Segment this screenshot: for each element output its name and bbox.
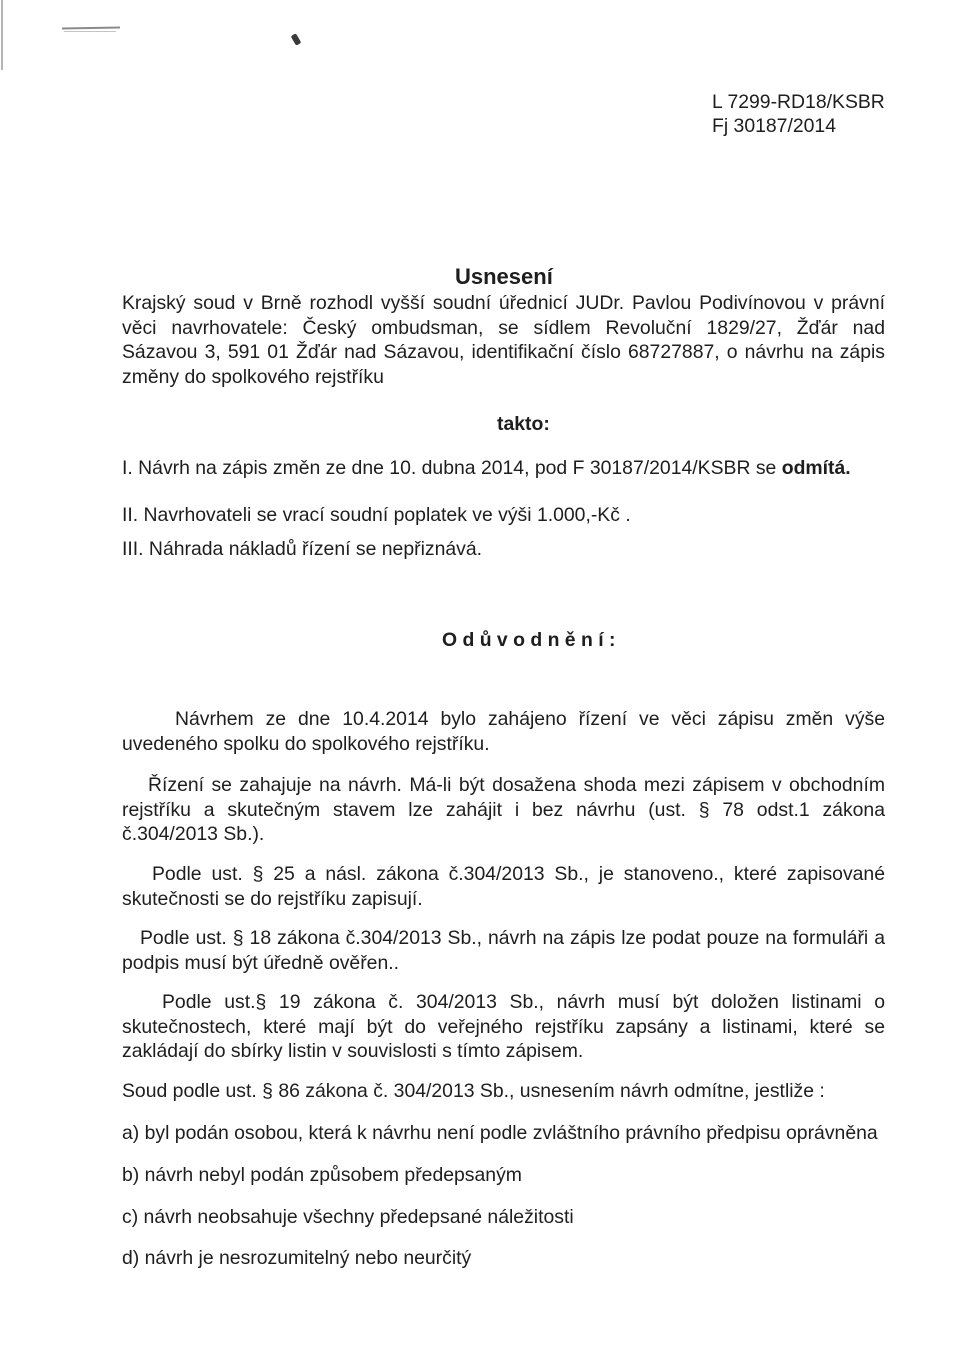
reasoning-heading: O d ů v o d n ě n í : [442,629,616,651]
verdict-item-emphasis: odmítá. [781,457,851,479]
reference-block [712,90,885,138]
reasoning-paragraph-4 [122,926,885,975]
text-line: č.304/2013 Sb.). [122,823,265,845]
text-line: skutečnostech, které mají být do veřejného rejstříku zapsány a listinami, které se [122,1015,885,1038]
ground-item-d: d) návrh je nesrozumitelný nebo neurčitý [122,1247,472,1269]
scan-dot-mark [291,33,302,46]
document-title: Usnesení [455,264,553,289]
reasoning-paragraph-1 [122,707,885,756]
grounds-intro: Soud podle ust. § 86 zákona č. 304/2013 Sb., usnesením návrh odmítne, jestliže : [122,1080,825,1102]
text-line: Podle ust.§ 19 zákona č. 304/2013 Sb., návrh musí být doložen listinami o [162,991,885,1013]
verdict-item-2: II. Navrhovateli se vrací soudní poplatek ve výši 1.000,-Kč . [122,504,631,526]
intro-paragraph [122,291,885,389]
file-number: Fj 30187/2014 [712,115,836,137]
text-line: zakládají do sbírky listin v souvislosti s tímto zápisem. [122,1040,584,1062]
reasoning-paragraph-5 [122,990,885,1064]
text-line: podpis musí být úředně ověřen.. [122,951,400,974]
ground-item-c: c) návrh neobsahuje všechny předepsané náležitosti [122,1206,574,1228]
text-line: Podle ust. § 18 zákona č.304/2013 Sb., návrh na zápis lze podat pouze na formuláři a [140,927,885,949]
case-number: L 7299-RD18/KSBR [712,91,885,113]
scan-line-mark [64,31,116,32]
reasoning-paragraph-3 [122,862,885,911]
text-line: Sázavou 3, 591 01 Žďár nad Sázavou, identifikační číslo 68727887, o návrhu na zápis [122,341,885,363]
text-line: Řízení se zahajuje na návrh. Má-li být dosažena shoda mezi zápisem v obchodním [148,774,885,796]
text-line: rejstříku a skutečným stavem lze zahájit i bez návrhu (ust. § 78 odst.1 zákona [122,798,885,821]
ground-item-a: a) byl podán osobou, která k návrhu není podle zvláštního právního předpisu oprávněna [122,1122,878,1144]
text-line: skutečnosti se do rejstříku zapisují. [122,887,423,910]
text-line: uvedeného spolku do spolkového rejstříku. [122,732,490,755]
verdict-item-3: III. Náhrada nákladů řízení se nepřiznává. [122,538,483,560]
text-line: změny do spolkového rejstříku [122,365,384,388]
text-line: Návrhem ze dne 10.4.2014 bylo zahájeno řízení ve věci zápisu změn výše [175,708,885,730]
reasoning-paragraph-2 [122,773,885,847]
text-line: Krajský soud v Brně rozhodl vyšší soudní úřednicí JUDr. Pavlou Podivínovou v právní [122,292,885,314]
verdict-item-text: I. Návrh na zápis změn ze dne 10. dubna 2014, pod F 30187/2014/KSBR se [122,457,782,479]
text-line: věci navrhovatele: Český ombudsman, se sídlem Revoluční 1829/27, Žďár nad [122,316,885,339]
verdict-item-1 [122,456,851,481]
scan-edge-mark [1,0,3,70]
verdict-label: takto: [497,413,550,435]
text-line: Podle ust. § 25 a násl. zákona č.304/2013 Sb., je stanoveno., které zapisované [152,863,885,885]
scan-line-mark [62,26,120,29]
ground-item-b: b) návrh nebyl podán způsobem předepsaným [122,1164,522,1186]
